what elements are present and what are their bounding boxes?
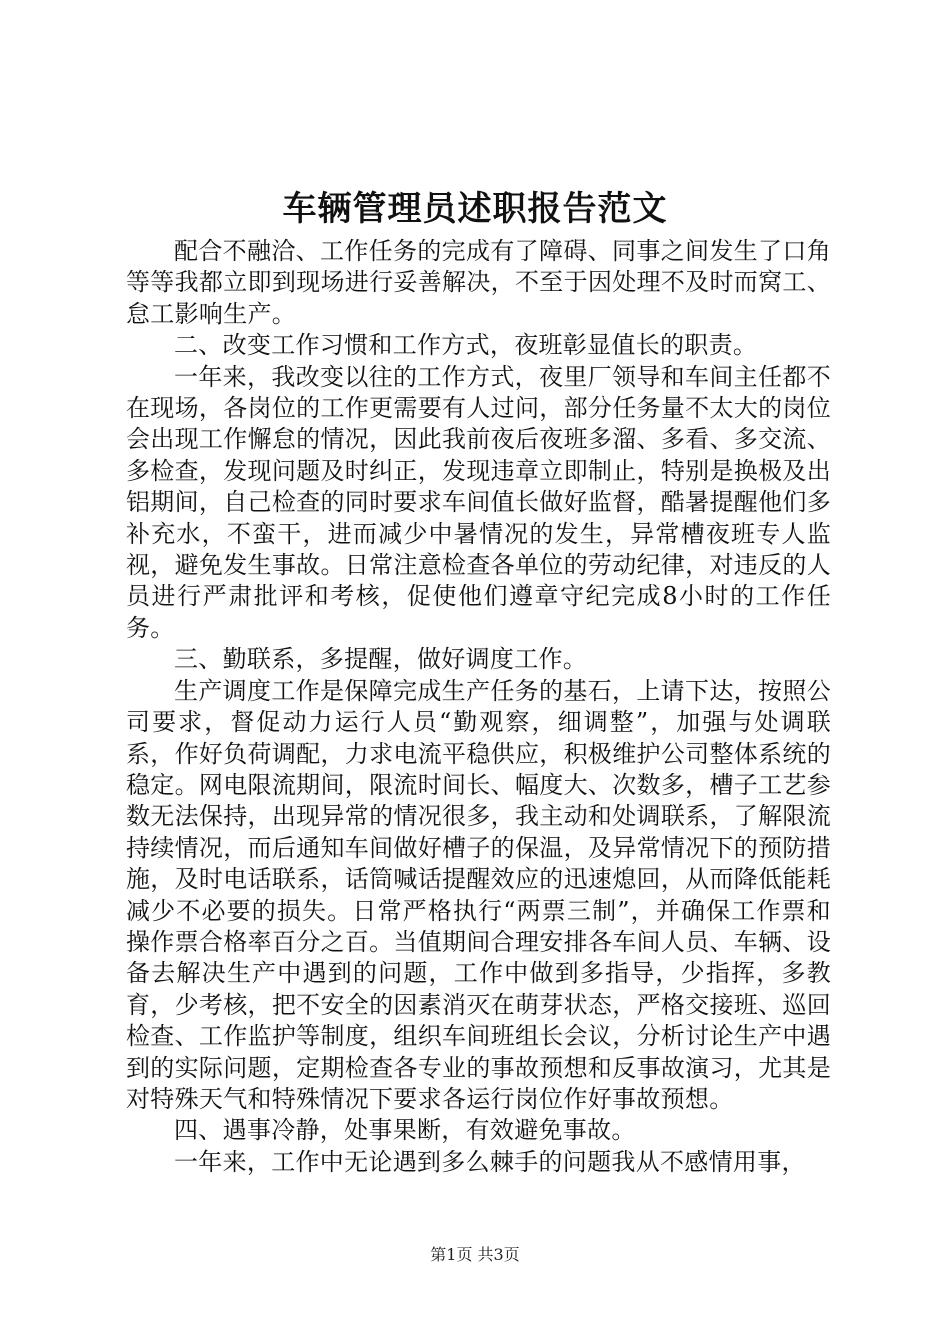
section-heading-3: 三、勤联系，多提醒，做好调度工作。 — [174, 645, 588, 674]
document-body — [126, 236, 831, 1178]
paragraph-calm: 一年来，工作中无论遇到多么棘手的问题我从不感情用事， — [174, 1147, 806, 1176]
page-number-footer: 第1页 共3页 — [430, 1245, 520, 1264]
paragraph-dispatch: 生产调度工作是保障完成生产任务的基石，上请下达，按照公司要求，督促动力运行人员“勤观察，细调整”，加强与处调联系，作好负荷调配，力求电流平稳供应，积极维护公司整体系统的稳定。网电限流期间，限流时间长、幅度大、次数多，槽子工艺参数无法保持，出现异常的情况很多，我主动和处调联系，了解限流持续情况，而后通知车间做好槽子的保温，及异常情况下的预防措施，及时电话联系，话筒喊话提醒效应的迅速熄回，从而降低能耗减少不必要的损失。日常严格执行“两票三制”，并确保工作票和操作票合格率百分之百。当值期间合理安排各车间人员、车辆、设备去解决生产中遇到的问题，工作中做到多指导，少指挥，多教育，少考核，把不安全的因素消灭在萌芽状态，严格交接班、巡回检查、工作监护等制度，组织车间班组长会议，分析讨论生产中遇到的实际问题，定期检查各专业的事故预想和反事故演习，尤其是对特殊天气和特殊情况下要求各运行岗位作好事故预想。 — [126, 676, 831, 1113]
document-title: 车辆管理员述职报告范文 — [282, 189, 668, 229]
paragraph-intro: 配合不融洽、工作任务的完成有了障碍、同事之间发生了口角等等我都立即到现场进行妥善解决，不至于因处理不及时而窝工、怠工影响生产。 — [126, 237, 831, 328]
paragraph-night-shift: 一年来，我改变以往的工作方式，夜里厂领导和车间主任都不在现场，各岗位的工作更需要有人过问，部分任务量不太大的岗位会出现工作懈怠的情况，因此我前夜后夜班多溜、多看、多交流、多检查，发现问题及时纠正，发现违章立即制止，特别是换极及出铝期间，自己检查的同时要求车间值长做好监督，酷暑提醒他们多补充水，不蛮干，进而减少中暑情况的发生，异常槽夜班专人监视，避免发生事故。日常注意检查各单位的劳动纪律，对违反的人员进行严肃批评和考核，促使他们遵章守纪完成8小时的工作任务。 — [126, 362, 831, 642]
section-heading-4: 四、遇事冷静，处事果断，有效避免事故。 — [174, 1116, 636, 1145]
section-heading-2: 二、改变工作习惯和工作方式，夜班彰显值长的职责。 — [174, 331, 758, 360]
